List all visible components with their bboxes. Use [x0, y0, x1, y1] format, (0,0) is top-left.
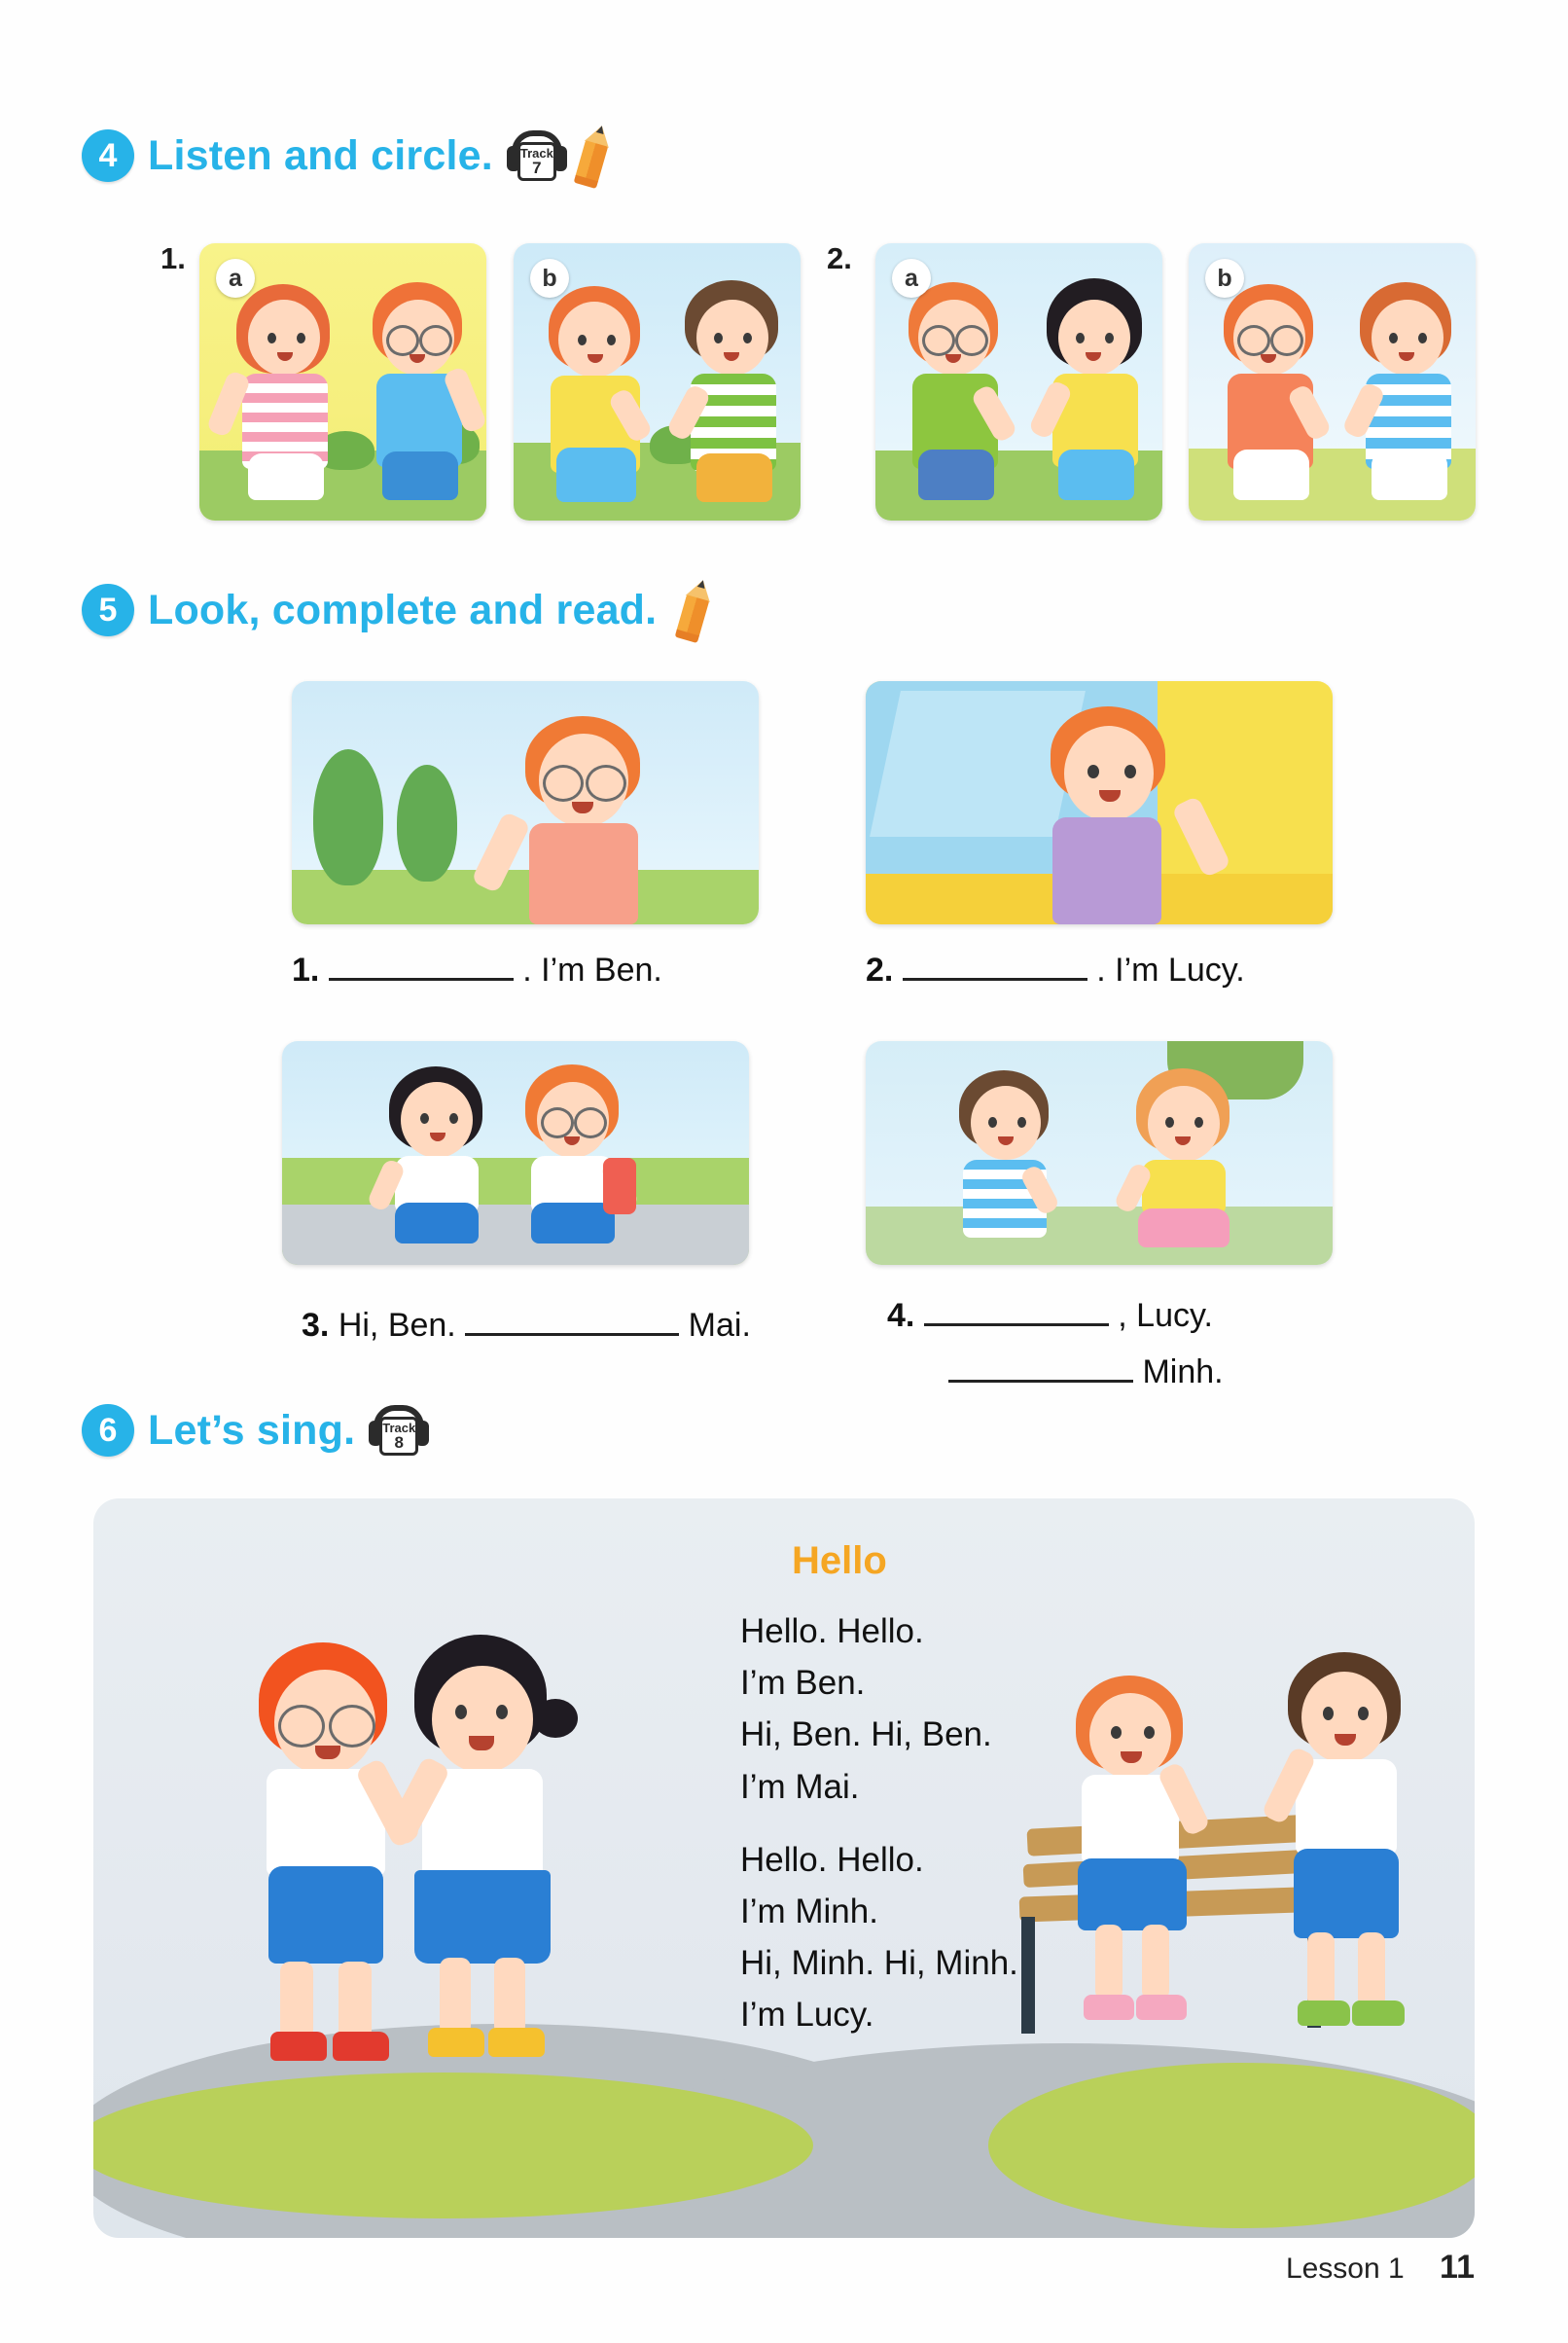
- lyric-line: Hello. Hello.: [740, 1612, 924, 1650]
- track-label: Track: [382, 1421, 416, 1435]
- picture-item-2: [866, 681, 1333, 924]
- lyric-line: I’m Lucy.: [740, 1996, 874, 2035]
- lyric-line: I’m Ben.: [740, 1664, 866, 1703]
- option-label-2b: b: [1205, 259, 1244, 298]
- sentence-item-3: [302, 1304, 751, 1345]
- exercise-4-number: 4: [82, 129, 134, 182]
- pencil-icon: [674, 577, 716, 644]
- lyric-line: I’m Mai.: [740, 1767, 860, 1806]
- footer-page-number: 11: [1440, 2249, 1475, 2286]
- track-number: 8: [394, 1433, 404, 1452]
- answer-blank-4a[interactable]: [924, 1294, 1109, 1326]
- item-2-text: . I’m Lucy.: [1096, 952, 1245, 989]
- sentence-item-1: [292, 949, 662, 990]
- item-3-text-before: Hi, Ben.: [338, 1307, 456, 1344]
- exercise-5-heading: [82, 579, 707, 641]
- option-label-2a: a: [892, 259, 931, 298]
- item-2-number: 2.: [866, 952, 894, 989]
- option-label-1a: a: [216, 259, 255, 298]
- page-footer: [1286, 2249, 1475, 2287]
- track-label: Track: [519, 146, 553, 161]
- item-1-number: 1.: [292, 952, 320, 989]
- pencil-icon: [573, 123, 615, 190]
- lyric-line: Hi, Minh. Hi, Minh.: [740, 1944, 1018, 1983]
- lyric-gap: [740, 1813, 1018, 1834]
- answer-blank-4b[interactable]: [948, 1351, 1133, 1383]
- question-1-number: 1.: [160, 241, 186, 275]
- answer-blank-3[interactable]: [465, 1304, 679, 1336]
- exercise-4-heading: [82, 125, 606, 187]
- lyric-line: Hi, Ben. Hi, Ben.: [740, 1715, 992, 1754]
- answer-blank-1[interactable]: [329, 949, 514, 981]
- exercise-6-heading: [82, 1403, 429, 1458]
- exercise-5-number: 5: [82, 584, 134, 636]
- item-4-number: 4.: [887, 1297, 915, 1334]
- question-2-number: 2.: [827, 241, 852, 275]
- song-title: Hello: [792, 1539, 887, 1582]
- lyric-line: Hello. Hello.: [740, 1840, 924, 1879]
- exercise-5-title: Look, complete and read.: [148, 586, 658, 633]
- sentence-item-2: [866, 949, 1245, 990]
- track-8-icon[interactable]: [369, 1403, 429, 1458]
- song-panel: [93, 1498, 1475, 2238]
- option-label-1b: b: [530, 259, 569, 298]
- picture-item-3: [282, 1041, 749, 1265]
- answer-blank-2[interactable]: [903, 949, 1087, 981]
- exercise-4-title: Listen and circle.: [148, 131, 493, 179]
- sentence-item-4: [887, 1294, 1213, 1335]
- picture-item-4: [866, 1041, 1333, 1265]
- lyric-line: I’m Minh.: [740, 1892, 878, 1930]
- item-1-text: . I’m Ben.: [522, 952, 662, 989]
- song-lyrics: [740, 1605, 1018, 2041]
- item-4-text-after: , Lucy.: [1118, 1297, 1213, 1334]
- item-3-text-after: Mai.: [688, 1307, 751, 1344]
- item-4-line2-text: Minh.: [1142, 1353, 1224, 1390]
- picture-item-1: [292, 681, 759, 924]
- track-7-icon[interactable]: [507, 128, 567, 183]
- sentence-item-4-line2: [948, 1351, 1224, 1391]
- track-number: 7: [532, 159, 542, 177]
- item-3-number: 3.: [302, 1307, 330, 1344]
- footer-lesson: Lesson 1: [1285, 2253, 1405, 2285]
- exercise-6-number: 6: [82, 1404, 134, 1457]
- exercise-6-title: Let’s sing.: [148, 1406, 356, 1454]
